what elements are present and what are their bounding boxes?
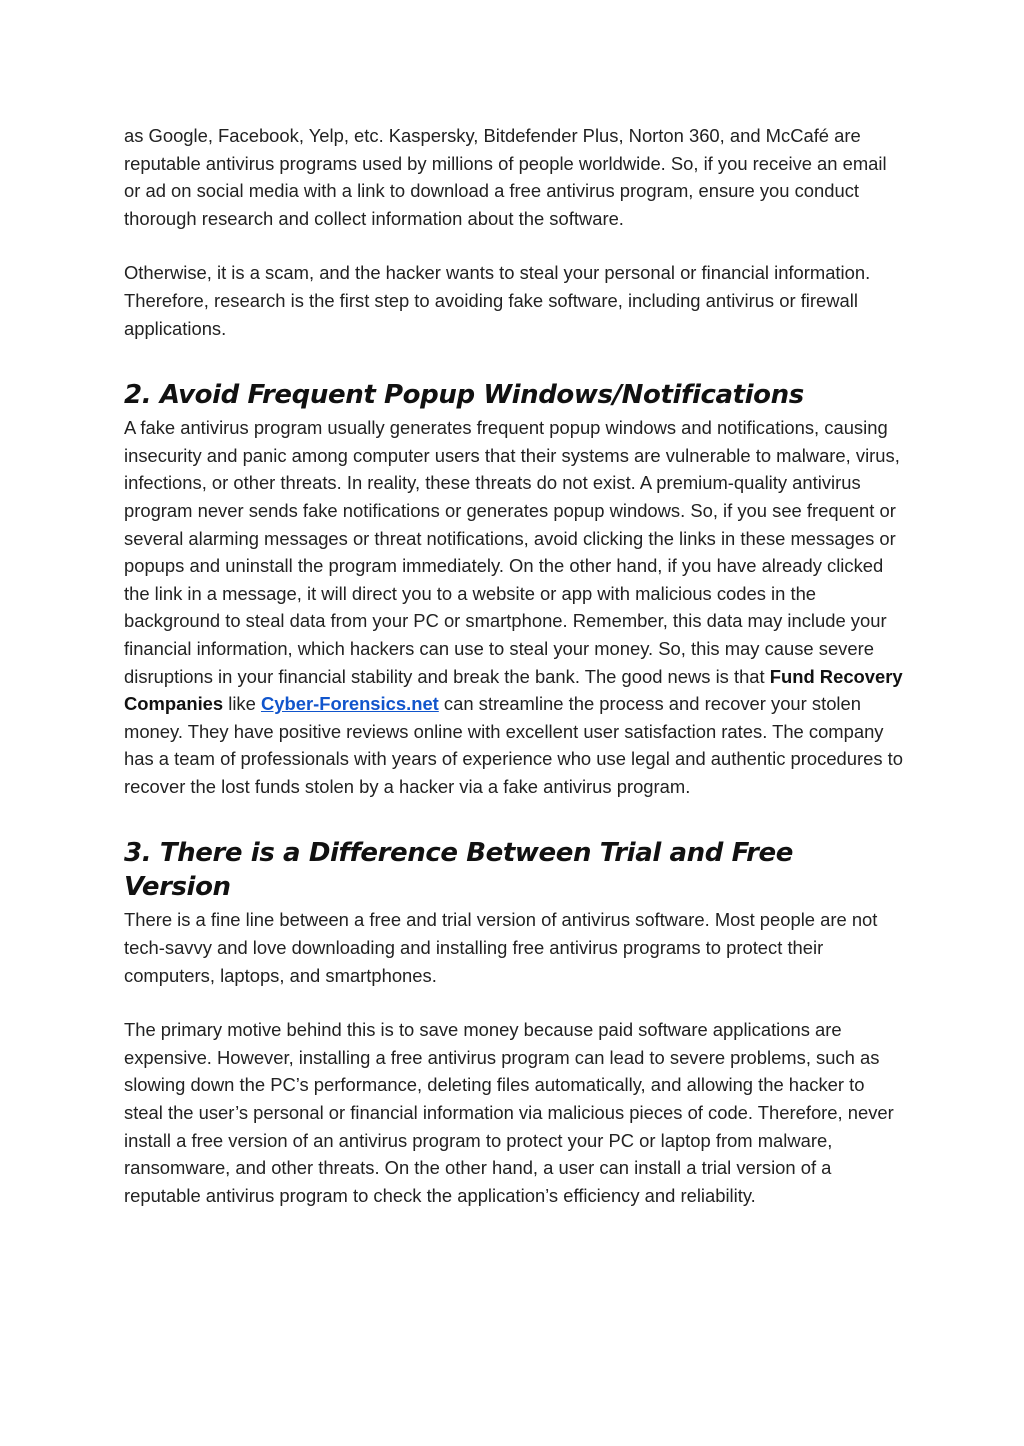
- intro-paragraph-1: as Google, Facebook, Yelp, etc. Kaspersky, Bitdefender Plus, Norton 360, and McCafé are reputable antivirus programs used by millions of people worldwide. So, if you receive an email or ad on social media with a link to download a free antivirus program, ensure you conduct thorough research and collect information about the software.: [124, 125, 887, 229]
- section-2-text-like: like: [223, 693, 261, 715]
- section-2-paragraph: [124, 414, 904, 800]
- section-3-paragraph-2: The primary motive behind this is to save money because paid software applications are expensive. However, installing a free antivirus program can lead to severe problems, such as slowing down the PC’s performance, deleting files automatically, and allowing the hacker to steal the user’s personal or financial information via malicious pieces of code. Therefore, never install a free version of an antivirus program to protect your PC or laptop from malware, ransomware, and other threats. On the other hand, a user can install a trial version of a reputable antivirus program to check the application’s efficiency and reliability.: [124, 1019, 894, 1206]
- section-2-text-before: A fake antivirus program usually generates frequent popup windows and notifications, causing insecurity and panic among computer users that their systems are vulnerable to malware, virus, infections, or other threats. In reality, these threats do not exist. A premium-quality antivirus program never sends fake notifications or generates popup windows. So, if you see frequent or several alarming messages or threat notifications, avoid clicking the links in these messages or popups and uninstall the program immediately. On the other hand, if you have already clicked the link in a message, it will direct you to a website or app with malicious codes in the background to steal data from your PC or smartphone. Remember, this data may include your financial information, which hackers can use to steal your money. So, this may cause severe disruptions in your financial stability and break the bank. The good news is that: [124, 417, 900, 687]
- fund-recovery-bold-text: Fund Recovery Companies: [124, 665, 903, 715]
- section-2-text-after: can streamline the process and recover your stolen money. They have positive reviews online with excellent user satisfaction rates. The company has a team of professionals with years of experience who use legal and authentic procedures to recover the lost funds stolen by a hacker via a fake antivirus program.: [124, 693, 903, 797]
- cyber-forensics-link[interactable]: Cyber-Forensics.net: [260, 693, 439, 715]
- section-3-heading: 3. There is a Difference Between Trial and Free Version: [124, 838, 794, 903]
- document-page: [124, 122, 904, 1209]
- section-2-heading: 2. Avoid Frequent Popup Windows/Notifications: [124, 380, 804, 411]
- intro-paragraph-2: Otherwise, it is a scam, and the hacker wants to steal your personal or financial information. Therefore, research is the first step to avoiding fake software, including antivirus or firewall applications.: [124, 262, 871, 339]
- paragraph-gap: [124, 989, 904, 1016]
- paragraph-gap: [124, 232, 904, 259]
- section-3-paragraph-1: There is a fine line between a free and trial version of antivirus software. Most people are not tech-savvy and love downloading and installing free antivirus programs to protect their computers, laptops, and smartphones.: [124, 909, 878, 986]
